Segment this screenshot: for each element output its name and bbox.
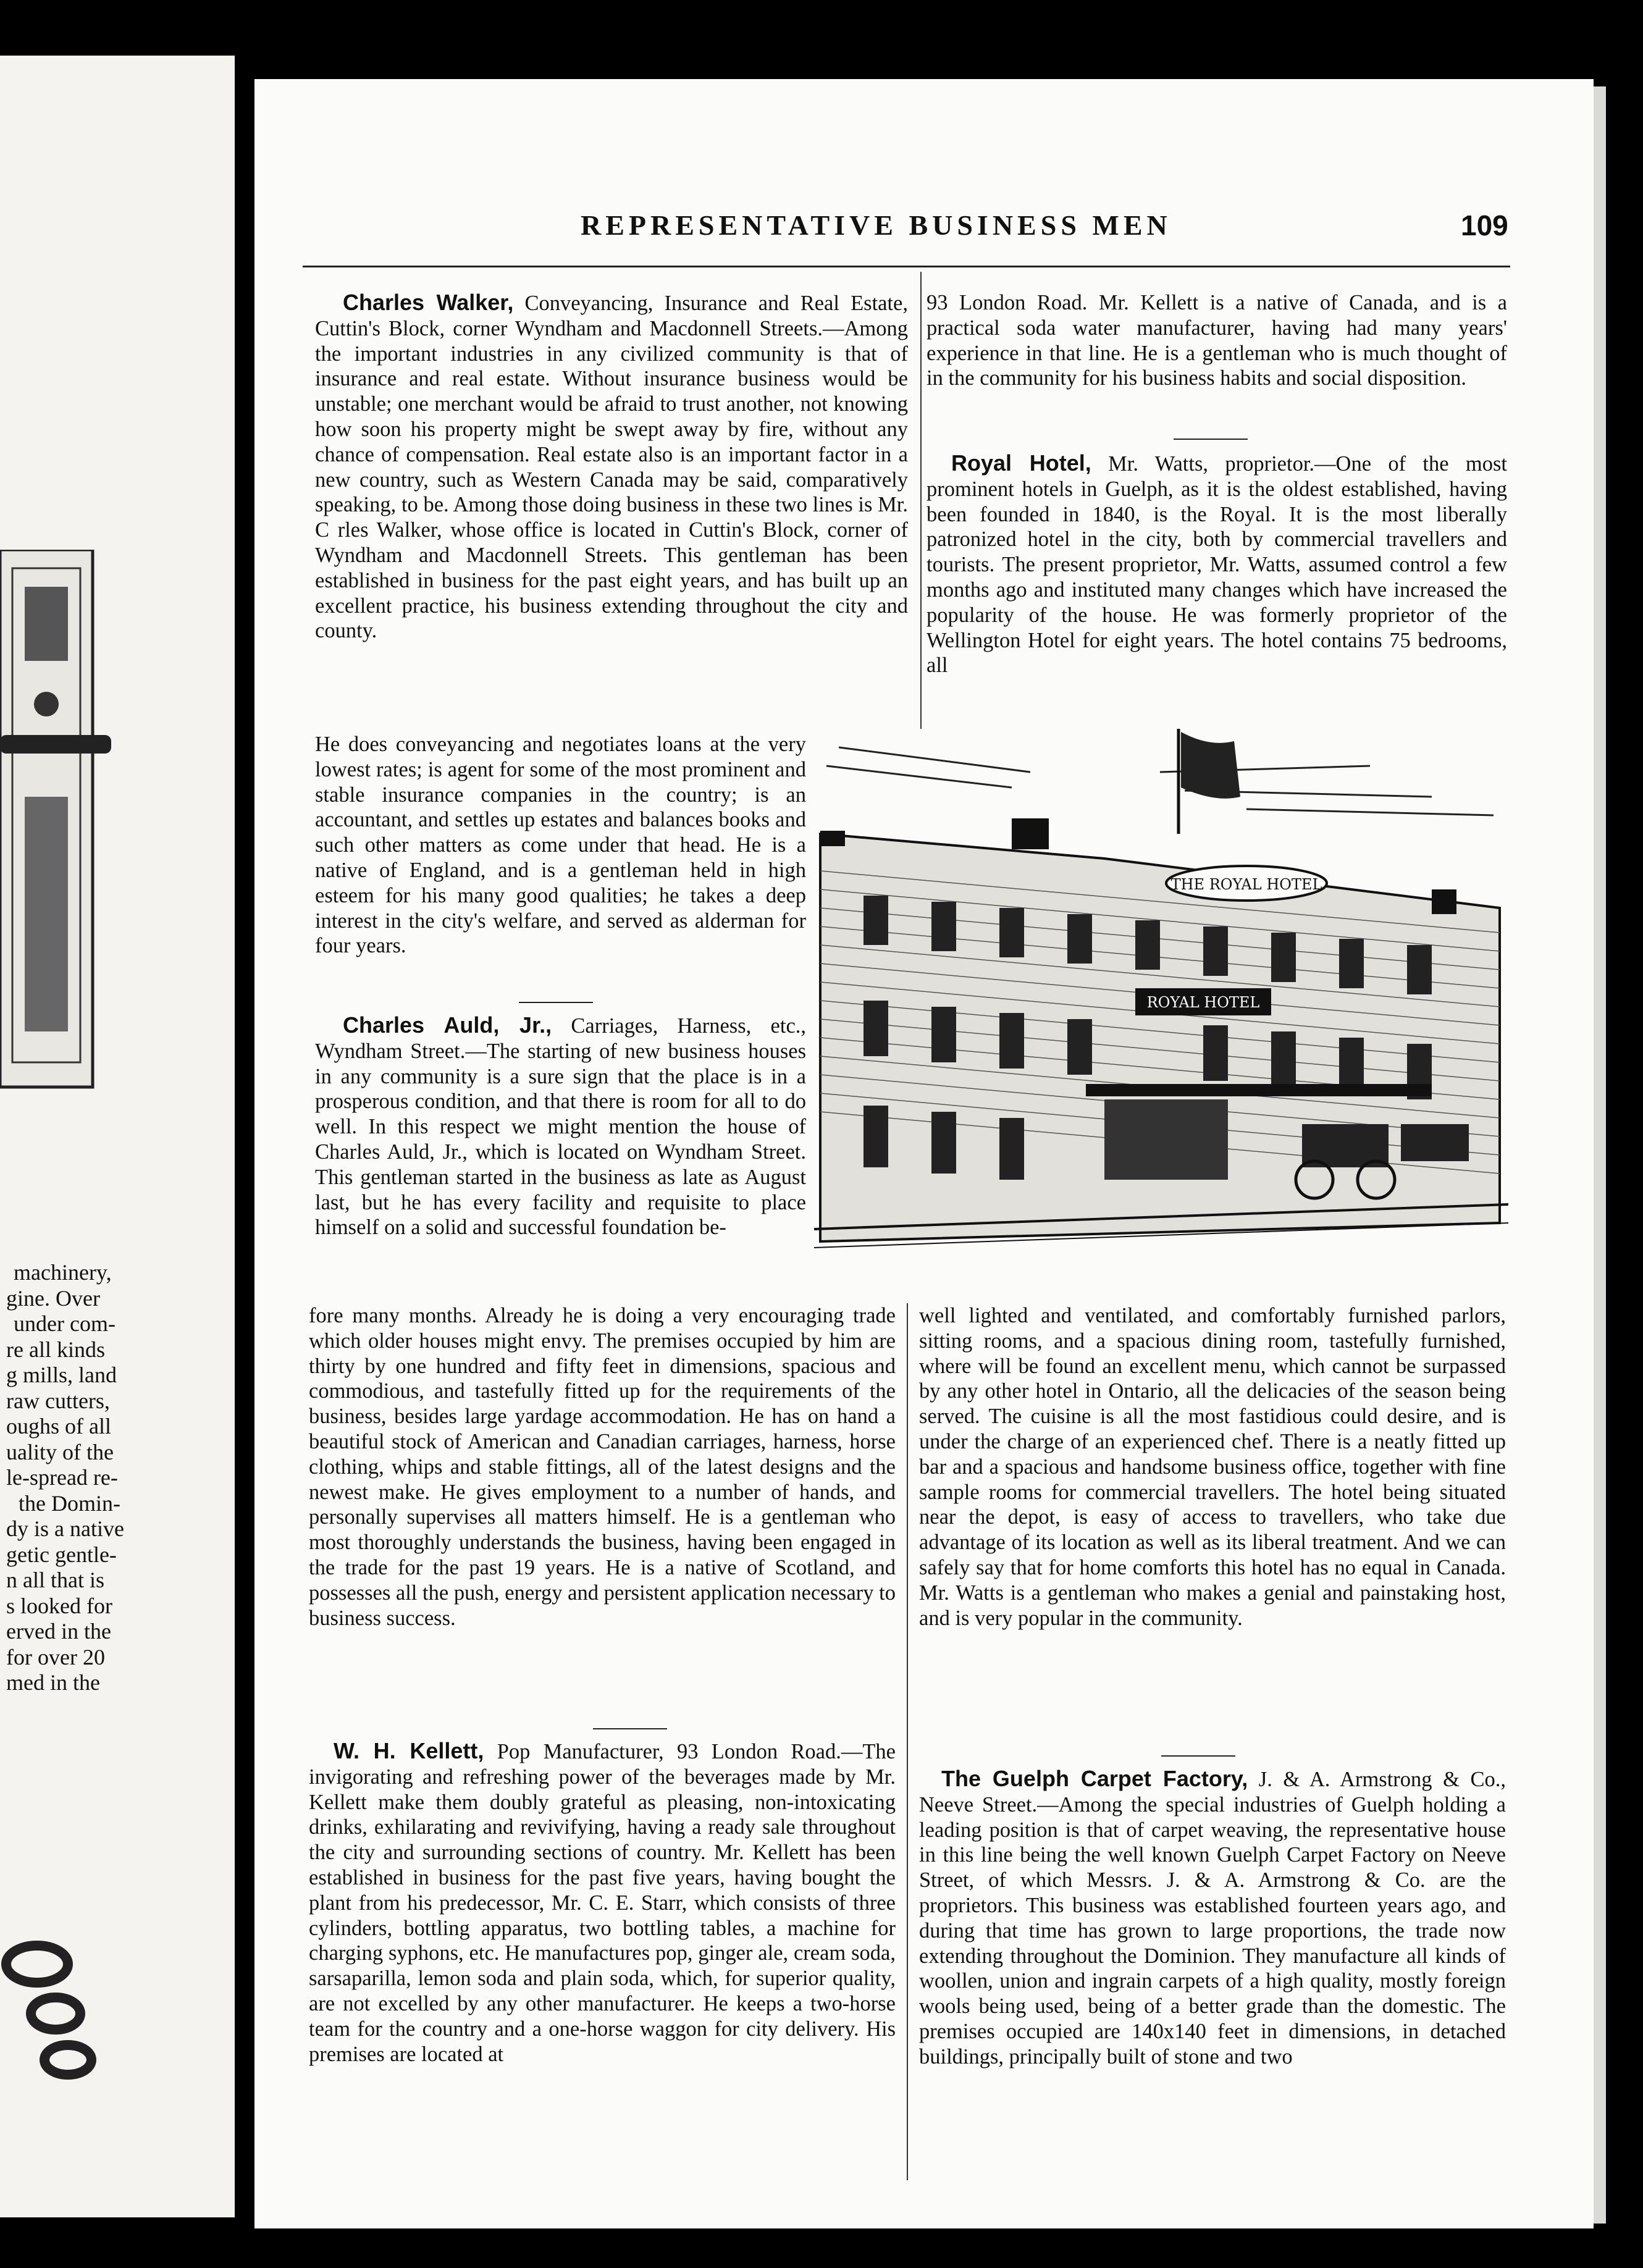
article-heading: Royal Hotel,	[951, 450, 1091, 476]
fragment: under com-	[14, 1311, 116, 1336]
arch-sign-text: THE ROYAL HOTEL	[1170, 876, 1322, 893]
article-body: 93 London Road. Mr. Kellett is a native of Canada, and is a practical soda water manufacturer, having had many years' experience in that line. He is a gentleman who is much thought of in the community for his business habits and social disposition.	[927, 291, 1507, 390]
article-walker	[315, 290, 908, 644]
article-heading: The Guelph Carpet Factory,	[941, 1766, 1248, 1791]
article-royal	[927, 451, 1507, 678]
fragment: uality of the	[6, 1439, 114, 1464]
fragment: med in the	[6, 1670, 100, 1695]
article-body: Pop Manufacturer, 93 London Road.—The invigorating and refreshing power of the beverages made by Mr. Kellett make them doubly grateful as pleasing, non-intoxicating drinks, exhilarating and revivifying, having a ready sale throughout the city and surrounding sections of country. Mr. Kellett has been established in business for the past five years, having bought the plant from his predecessor, Mr. C. E. Starr, which consists of three cylinders, bottling apparatus, two bottling tables, a machine for charging syphons, etc. He manufactures pop, ginger ale, cream soda, sarsaparilla, lemon soda and plain soda, which, for superior quality, are not excelled by any other manufacturer. He keeps a two-horse team for the country and a one-horse waggon for city delivery. His premises are located at	[309, 1740, 896, 2066]
royal-hotel-illustration	[814, 729, 1508, 1279]
facing-page	[0, 56, 235, 2217]
fragment: re all kinds	[6, 1337, 105, 1362]
article-body: Mr. Watts, proprietor.—One of the most prominent hotels in Guelph, as it is the oldest established, having been founded in 1840, is the Royal. It is the most liberally patronized hotel in the city, both by commercial travellers and tourists. The present proprietor, Mr. Watts, assumed control a few months ago and instituted many changes which have increased the popularity of the house. He was formerly proprietor of the Wellington Hotel for eight years. The hotel contains 75 bedrooms, all	[927, 452, 1507, 678]
article-carpet	[919, 1766, 1506, 2070]
article-auld-continued	[309, 1303, 896, 1631]
article-body: J. & A. Armstrong & Co., Neeve Street.—Among the special industries of Guelph holding a leading position is that of carpet weaving, the representative house in this line being the well known Guelph Carpet Factory on Neeve Street, of which Messrs. J. & A. Armstrong & Co. are the proprietors. This business was established fourteen years ago, and during that time has grown to large proportions, the trade now extending throughout the Dominion. They manufacture all kinds of woollen, union and ingrain carpets of a high quality, mostly foreign wools being used, being of a better grade than the domestic. The premises occupied are 140x140 feet in dimensions, in detached buildings, principally built of stone and two	[919, 1768, 1506, 2068]
fragment: erved in the	[6, 1619, 111, 1644]
fragment: machinery,	[14, 1260, 112, 1285]
chain-illustration	[0, 1927, 99, 2088]
article-separator	[519, 1002, 593, 1003]
fragment: oughs of all	[6, 1414, 111, 1438]
header-rule	[303, 266, 1510, 267]
column-rule	[920, 272, 922, 744]
lock-hardware-illustration	[0, 550, 111, 1106]
article-royal-continued	[919, 1303, 1506, 1631]
article-heading: Charles Auld, Jr.,	[343, 1012, 552, 1038]
article-walker-continued	[315, 732, 806, 959]
article-heading: Charles Walker,	[343, 290, 514, 315]
page-edge	[1594, 86, 1606, 2224]
fragment: the Domin-	[19, 1490, 120, 1516]
fragment: dy is a native	[6, 1516, 124, 1541]
running-head: REPRESENTATIVE BUSINESS MEN	[581, 209, 1172, 241]
article-body: well lighted and ventilated, and comfortably furnished parlors, sitting rooms, and a spacious dining room, tastefully furnished, where will be found an excellent menu, which cannot be surpassed by any other hotel in Ontario, all the delicacies of the season being served. The cuisine is all the most fastidious could desire, and is under the charge of an experienced chef. There is a neatly fitted up bar and a spacious and handsome business office, together with fine sample rooms for commercial travellers. The hotel being situated near the depot, is easy of access to travellers, who take due advantage of its location as well as its liberal treatment. And we can safely say that for home comforts this hotel has no equal in Canada. Mr. Watts is a gentleman who makes a genial and painstaking host, and is very popular in the community.	[919, 1304, 1506, 1630]
article-kellett-continued	[927, 290, 1507, 391]
fragment: g mills, land	[6, 1363, 117, 1387]
article-body: Carriages, Harness, etc., Wyndham Street.—The starting of new business houses in any community is a sure sign that the place is in a prosperous condition, and that there is room for all to do well. In this respect we might mention the house of Charles Auld, Jr., which is located on Wyndham Street. This gentleman started in the business as late as August last, but he has every facility and requisite to place himself on a solid and successful foundation be-	[315, 1014, 807, 1240]
article-body: Conveyancing, Insurance and Real Estate, Cuttin's Block, corner Wyndham and Macdonnell Streets.—Among the important industries in any civilized community is that of insurance and real estate. Without insurance business would be unstable; one merchant would be afraid to trust another, not knowing how soon his property might be swept away by fire, without any chance of compensation. Real estate also is an important factor in a new country, such as Western Canada may be said, comparatively speaking, to be. Among those doing business in these two lines is Mr. C rles Walker, whose office is located in Cuttin's Block, corner of Wyndham and Macdonnell Streets. This gentleman has been established in business for the past eight years, and has built up an excellent practice, his business extending throughout the city and county.	[315, 292, 908, 643]
article-auld	[315, 1013, 806, 1240]
article-separator	[593, 1728, 667, 1729]
facing-page-text	[6, 1260, 124, 1696]
fragment: getic gentle-	[6, 1542, 117, 1567]
fragment: le-spread re-	[6, 1465, 118, 1490]
article-body: fore many months. Already he is doing a very encouraging trade which older houses might envy. The premises occupied by him are thirty by one hundred and fifty feet in dimensions, spacious and commodious, and tastefully fitted up for the requirements of the business, besides large yardage accommodation. He has on hand a beautiful stock of American and Canadian carriages, harness, horse clothing, whips and stable fittings, all of the latest designs and the newest make. He gives employment to a number of hands, and personally supervises all matters himself. He is a gentleman who most thoroughly understands the business, having been engaged in the trade for the past 19 years. He is a native of Scotland, and possesses all the push, energy and persistent application necessary to business success.	[309, 1304, 896, 1630]
article-separator	[1174, 439, 1248, 440]
article-heading: W. H. Kellett,	[334, 1738, 484, 1763]
fragment: for over 20	[6, 1644, 105, 1670]
article-body: He does conveyancing and negotiates loans at the very lowest rates; is agent for some of the most prominent and stable insurance companies in the country; is an accountant, and settles up estates and balances books and such other matters as come under that head. He is a native of England, and is a gentleman held in high esteem for his many good qualities; he takes a deep interest in the city's welfare, and served as alderman for four years.	[315, 733, 806, 958]
fragment: raw cutters,	[6, 1388, 110, 1413]
page-number: 109	[1461, 209, 1508, 242]
facade-sign-text: ROYAL HOTEL	[1146, 994, 1260, 1011]
article-kellett	[309, 1739, 896, 2067]
article-separator	[1161, 1755, 1235, 1757]
fragment: gine. Over	[6, 1285, 100, 1311]
gutter	[235, 49, 253, 2236]
fragment: n all that is	[6, 1568, 104, 1592]
fragment: s looked for	[6, 1593, 112, 1618]
column-rule	[907, 1303, 908, 2180]
